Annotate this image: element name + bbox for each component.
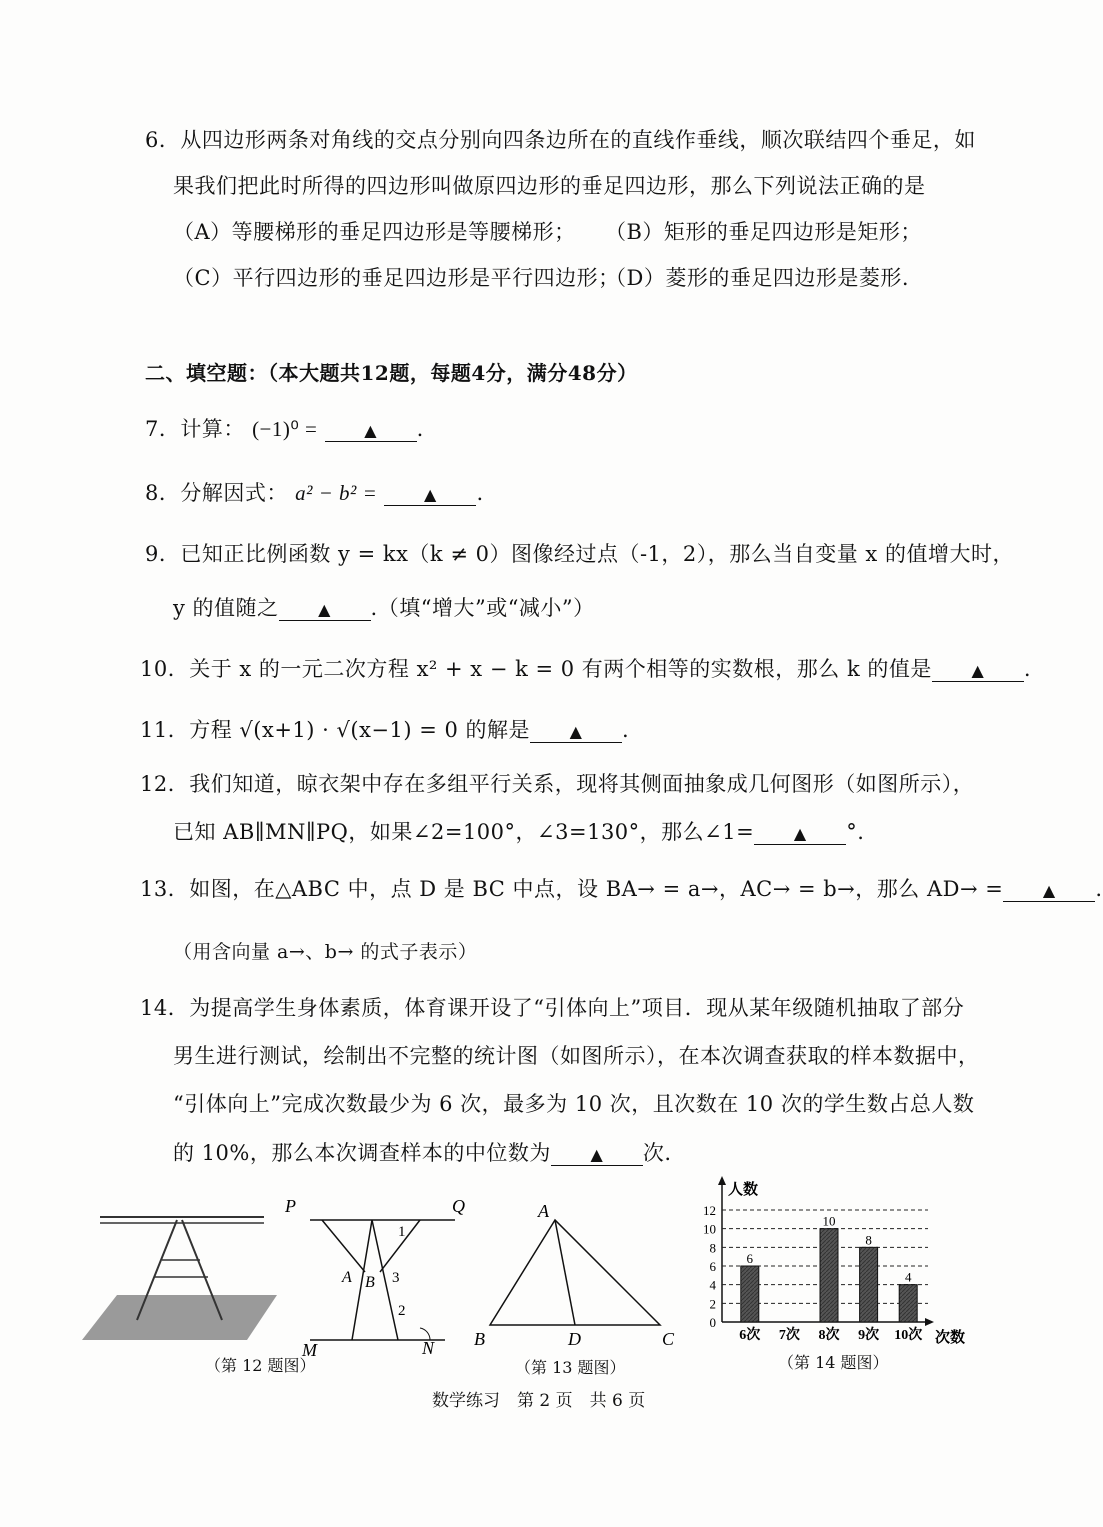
y-tick-label: 6 [709, 1259, 716, 1274]
q9-answer-blank[interactable] [279, 598, 371, 621]
y-axis-arrow [718, 1176, 726, 1185]
q6-option-a: （A）等腰梯形的垂足四边形是等腰梯形； [173, 220, 576, 244]
section-2-heading: 二、填空题：（本大题共12题，每题4分，满分48分） [145, 361, 638, 385]
q8 [145, 477, 484, 507]
data-label: 8 [865, 1232, 872, 1248]
q11-text: 11．方程 √(x+1) · √(x−1) = 0 的解是 [140, 718, 531, 742]
q10 [140, 653, 1031, 683]
q6-option-b: （B）矩形的垂足四边形是矩形； [605, 220, 922, 244]
q6-line1: 6．从四边形两条对角线的交点分别向四条边所在的直线作垂线，顺次联结四个垂足，如 [145, 128, 976, 152]
q14-suffix: 次. [642, 1141, 672, 1165]
bar-6次 [741, 1266, 759, 1322]
q13-line2: （用含向量 a→、b→ 的式子表示） [173, 941, 478, 963]
q13-blank-mark: ▲ [1042, 881, 1056, 900]
label-b: B [474, 1329, 485, 1349]
label-m: M [302, 1340, 317, 1360]
y-tick-label: 0 [709, 1315, 716, 1330]
q8-suffix: . [476, 481, 484, 505]
x-axis-arrow [925, 1318, 934, 1326]
q12-line2-text: 已知 AB∥MN∥PQ，如果∠2=100°，∠3=130°，那么∠1= [173, 820, 755, 844]
q8-expression: a² − b² = [295, 481, 378, 505]
label-a: A [538, 1201, 549, 1221]
q14-line2: 男生进行测试，绘制出不完整的统计图（如图所示），在本次调查获取的样本数据中， [173, 1044, 980, 1068]
fig12-caption: （第 12 题图） [205, 1356, 316, 1375]
page-footer: 数学练习 第 2 页 共 6 页 [432, 1391, 646, 1411]
label-d: D [568, 1329, 581, 1349]
q11 [140, 714, 629, 744]
q10-answer-blank[interactable] [932, 659, 1024, 682]
q10-suffix: . [1023, 657, 1032, 681]
median-ad [555, 1220, 575, 1325]
q6-line2: 果我们把此时所得的四边形叫做原四边形的垂足四边形，那么下列说法正确的是 [173, 174, 926, 198]
q6-option-c: （C）平行四边形的垂足四边形是平行四边形； [173, 266, 620, 290]
q9-line1: 9．已知正比例函数 y = kx（k ≠ 0）图像经过点（-1，2），那么当自变量 x 的值增大时， [145, 542, 1014, 566]
q11-blank-mark: ▲ [569, 722, 583, 741]
label-a: A [342, 1269, 352, 1286]
data-label: 4 [904, 1269, 912, 1285]
label-angle-3: 3 [392, 1270, 400, 1286]
y-tick-label: 8 [709, 1240, 716, 1256]
q8-answer-blank[interactable] [384, 483, 476, 506]
q13-text: 13．如图，在△ABC 中，点 D 是 BC 中点，设 BA→ = a→，AC→ = b→，那么 AD→ = [140, 877, 1004, 901]
q13-line1 [140, 873, 1103, 903]
fig13-diagram [470, 1195, 690, 1355]
q7-blank-mark: ▲ [364, 421, 377, 440]
q12-line2 [173, 816, 864, 846]
x-tick-label: 6次 [739, 1328, 761, 1343]
q14-line4 [173, 1137, 672, 1167]
q14-answer-blank[interactable] [551, 1143, 643, 1166]
label-angle-1: 1 [398, 1224, 406, 1240]
drying-rack-photo [82, 1205, 282, 1345]
triangle-abc [490, 1220, 660, 1325]
q9-line2-prefix: y 的值随之 [173, 596, 279, 620]
bar-10次 [899, 1285, 917, 1322]
fig12-diagram [280, 1190, 480, 1360]
q8-blank-mark: ▲ [424, 485, 437, 504]
y-tick-label: 4 [709, 1277, 716, 1293]
photo-ground [82, 1295, 277, 1340]
bar-8次 [820, 1229, 838, 1322]
y-tick-label: 2 [709, 1296, 716, 1312]
q7-expression: (−1)⁰ = [252, 417, 318, 441]
q14-line3: “引体向上”完成次数最少为 6 次，最多为 10 次，且次数在 10 次的学生数占总人数 [173, 1092, 975, 1116]
x-tick-label: 7次 [778, 1328, 800, 1343]
q13-answer-blank[interactable] [1003, 879, 1095, 902]
q7-prefix: 7．计算： [145, 417, 245, 441]
fig14-caption: （第 14 题图） [778, 1353, 889, 1372]
q12-blank-mark: ▲ [793, 824, 807, 843]
y-tick-label: 12 [703, 1203, 716, 1218]
label-p: P [285, 1196, 296, 1216]
q6-option-d: （D）菱形的垂足四边形是菱形. [605, 266, 910, 290]
data-label: 10 [822, 1213, 836, 1229]
label-b: B [365, 1274, 375, 1291]
q11-answer-blank[interactable] [530, 720, 622, 743]
q14-line4-text: 的 10%，那么本次调查样本的中位数为 [173, 1141, 551, 1165]
q11-suffix: . [622, 718, 630, 742]
x-tick-label: 10次 [894, 1328, 923, 1343]
y-tick-label: 10 [703, 1221, 716, 1237]
q9-blank-mark: ▲ [318, 600, 331, 619]
q9-line2-suffix: .（填“增大”或“减小”） [370, 596, 595, 620]
q10-blank-mark: ▲ [971, 661, 985, 680]
q9-line2 [173, 592, 595, 622]
x-axis-label: 次数 [935, 1330, 966, 1346]
q7 [145, 413, 424, 443]
bar-9次 [860, 1247, 878, 1322]
label-angle-2: 2 [398, 1303, 406, 1319]
label-c: C [662, 1329, 675, 1349]
q14-blank-mark: ▲ [590, 1145, 604, 1164]
q12-line1: 12．我们知道，晾衣架中存在多组平行关系，现将其侧面抽象成几何图形（如图所示）， [140, 772, 975, 796]
q10-text: 10．关于 x 的一元二次方程 x² + x − k = 0 有两个相等的实数根，那么 k 的值是 [140, 657, 932, 681]
fig13-caption: （第 13 题图） [515, 1358, 626, 1377]
data-label: 6 [746, 1251, 754, 1266]
x-tick-label: 9次 [858, 1328, 880, 1343]
q13-suffix: . [1095, 877, 1103, 901]
q7-suffix: . [416, 417, 424, 441]
segment-left-upper [322, 1220, 365, 1272]
label-n: N [422, 1338, 435, 1358]
q12-suffix: °. [846, 820, 865, 844]
y-axis-label: 人数 [728, 1182, 759, 1198]
q12-answer-blank[interactable] [754, 822, 846, 845]
q14-line1: 14．为提高学生身体素质，体育课开设了“引体向上”项目．现从某年级随机抽取了部分 [140, 996, 965, 1020]
x-tick-label: 8次 [818, 1328, 840, 1343]
q8-prefix: 8．分解因式： [145, 481, 288, 505]
fig14-bar-chart [690, 1172, 980, 1352]
label-q: Q [452, 1196, 465, 1216]
q7-answer-blank[interactable] [325, 419, 417, 442]
